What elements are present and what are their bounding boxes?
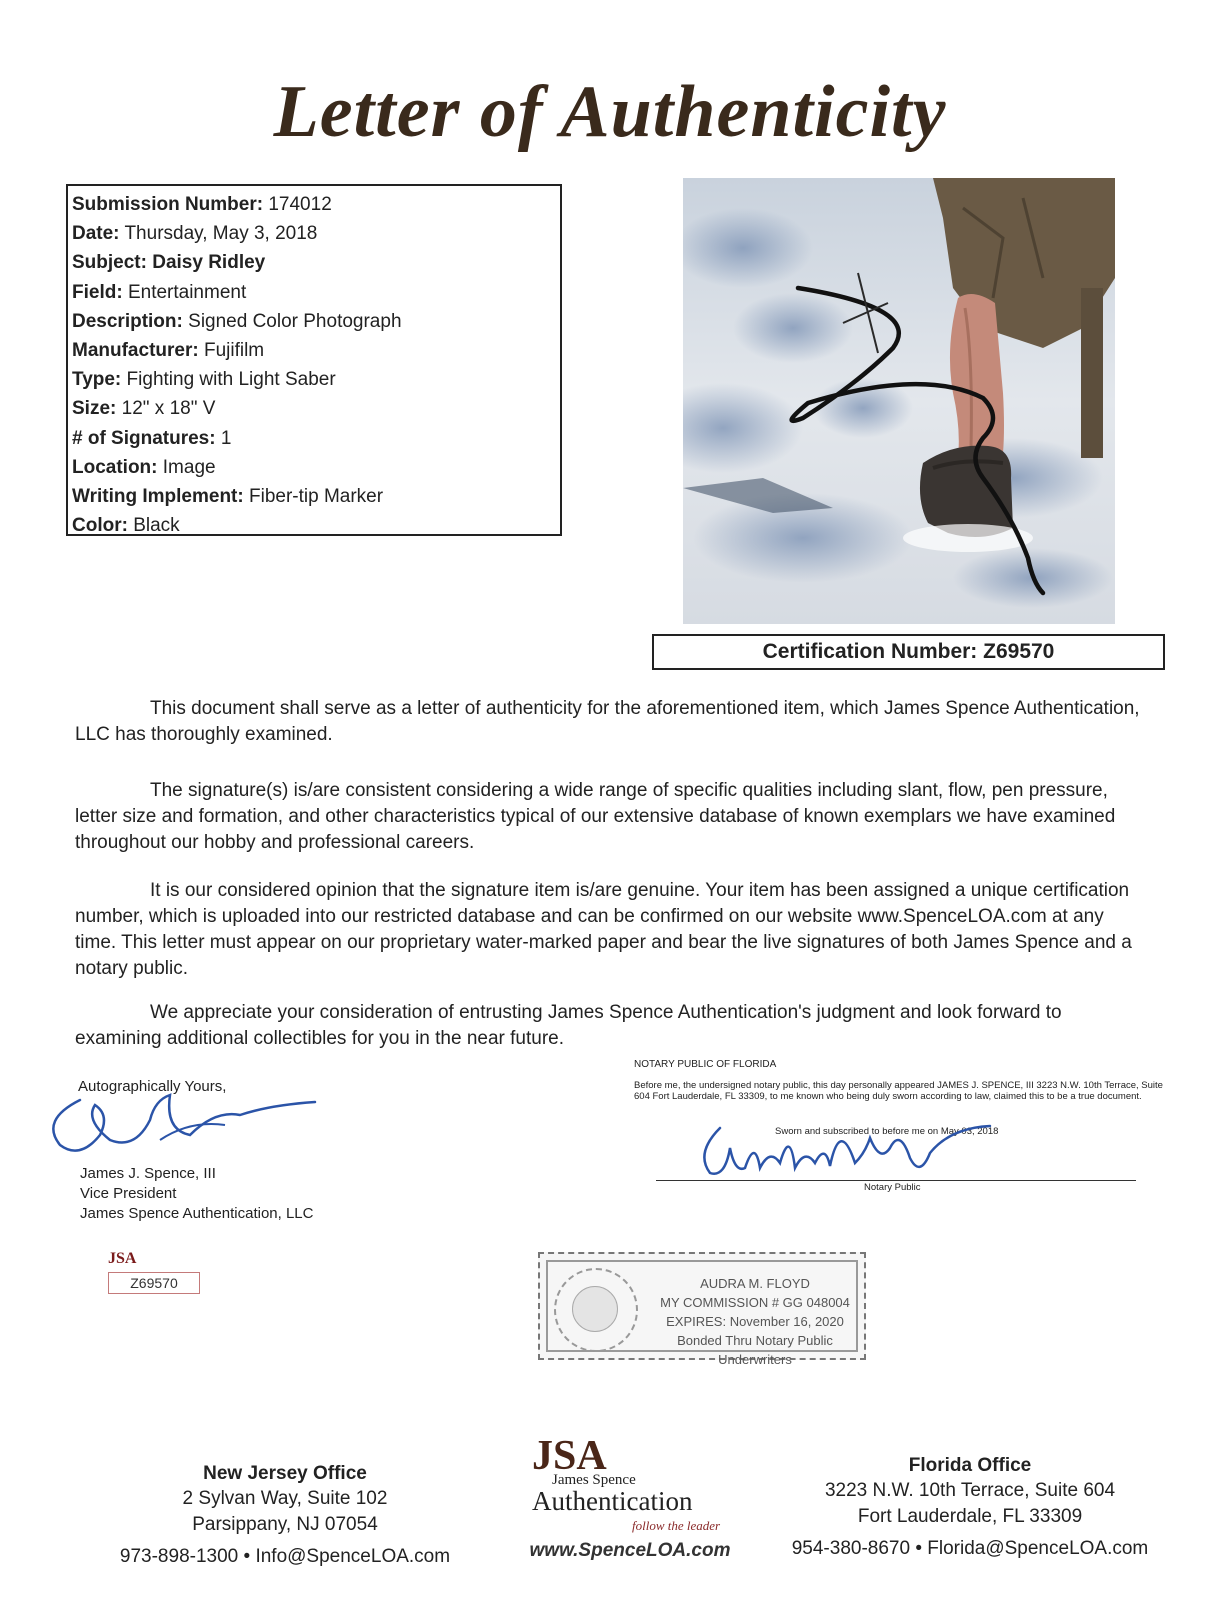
paragraph-text: The signature(s) is/are consistent considering a wide range of specific qualities including slant, flow, pen pressure, letter size and formation, and other characteristics typical of our extensive database of known exemplars we have examined throughout our hobby and professional careers.: [75, 780, 1116, 853]
detail-value: Fiber-tip Marker: [249, 486, 384, 508]
detail-value: Fujifilm: [203, 340, 265, 362]
office-contact: [100, 1544, 470, 1570]
detail-value: Fighting with Light Saber: [126, 369, 336, 391]
spence-signature: [40, 1080, 340, 1170]
stamp-text: [650, 1274, 860, 1369]
logo-james-spence: James Spence: [552, 1472, 636, 1488]
detail-color: [72, 511, 560, 540]
detail-value: 174012: [268, 194, 332, 215]
office-contact: [760, 1536, 1180, 1562]
stamp-line: EXPIRES: November 16, 2020: [666, 1314, 844, 1329]
detail-type: [72, 365, 560, 394]
detail-writing-implement: [72, 482, 560, 511]
seal-center-icon: [572, 1286, 618, 1332]
stamp-line: AUDRA M. FLOYD: [700, 1276, 810, 1291]
detail-value: Daisy Ridley: [152, 252, 266, 274]
office-email[interactable]: Info@SpenceLOA.com: [255, 1546, 451, 1567]
detail-subject: [72, 248, 560, 277]
notary-signature-line: [656, 1180, 1136, 1181]
detail-date: [72, 219, 560, 248]
website-link[interactable]: www.SpenceLOA.com: [529, 1540, 731, 1561]
office-address-1: 2 Sylvan Way, Suite 102: [182, 1488, 388, 1509]
detail-label: Submission Number:: [72, 194, 264, 215]
detail-label: Location:: [72, 456, 158, 478]
certification-box: [652, 634, 1165, 670]
logo-tagline: follow the leader: [632, 1518, 721, 1533]
notary-statement: Before me, the undersigned notary public, this day personally appeared JAMES J. SPENCE, III 3223 N.W. 10th Terrace, Suite 604 Fort Lauderdale, FL 33309, to me known who being duly sworn according to law, claimed this to be a true document.: [634, 1080, 1163, 1102]
signer-title: Vice President: [80, 1185, 177, 1202]
detail-value: Signed Color Photograph: [188, 310, 402, 332]
detail-signatures: [72, 424, 560, 453]
detail-value: Black: [133, 515, 180, 537]
detail-value: 12" x 18" V: [121, 398, 216, 420]
detail-value: Thursday, May 3, 2018: [124, 223, 318, 245]
paragraph-2: [75, 778, 1145, 856]
detail-field: [72, 278, 560, 307]
paragraph-3: [75, 878, 1145, 982]
signer-company: James Spence Authentication, LLC: [80, 1205, 314, 1222]
certification-number: Z69570: [983, 640, 1055, 663]
notary-sworn-line: Sworn and subscribed to before me on May 03, 2018: [775, 1126, 999, 1137]
detail-label: Color:: [72, 515, 128, 537]
detail-label: Field:: [72, 281, 123, 303]
detail-description: [72, 307, 560, 336]
notary-header: NOTARY PUBLIC OF FLORIDA: [634, 1059, 777, 1070]
detail-submission-number: [72, 190, 560, 219]
stamp-line: Bonded Thru Notary Public Underwriters: [677, 1333, 833, 1367]
separator-dot: •: [915, 1538, 922, 1559]
jsa-mini-number: Z69570: [108, 1272, 200, 1294]
paragraph-text: It is our considered opinion that the signature item is/are genuine. Your item has been assigned a unique certification number, which is uploaded into our restricted database and can be confirmed on our website www.SpenceLOA.com at any time. This letter must appear on our proprietary water-marked paper and bear the live signatures of both James Spence and a notary public.: [75, 880, 1132, 979]
details-box: [66, 184, 562, 536]
detail-label: Type:: [72, 369, 122, 391]
office-name: New Jersey Office: [203, 1463, 367, 1484]
document-title: Letter of Authenticity: [273, 71, 947, 153]
nj-office: [100, 1462, 470, 1570]
stamp-line: MY COMMISSION # GG 048004: [660, 1295, 850, 1310]
photo-image: [683, 178, 1115, 624]
jsa-logo: JSA: [532, 1433, 607, 1479]
detail-label: Date:: [72, 223, 120, 245]
office-address-2: Fort Lauderdale, FL 33309: [857, 1506, 1083, 1527]
detail-label: Writing Implement:: [72, 486, 244, 508]
logo-authentication: Authentication: [532, 1486, 693, 1516]
notary-stamp: [538, 1252, 866, 1367]
jsa-mini-logo: JSA: [108, 1250, 137, 1267]
detail-label: # of Signatures:: [72, 427, 216, 449]
signer-name: James J. Spence, III: [80, 1165, 216, 1182]
signer-block: [80, 1164, 313, 1224]
detail-manufacturer: [72, 336, 560, 365]
separator-dot: •: [243, 1546, 251, 1567]
detail-label: Manufacturer:: [72, 340, 199, 362]
detail-location: [72, 453, 560, 482]
office-email[interactable]: Florida@SpenceLOA.com: [927, 1538, 1149, 1559]
closing-line: Autographically Yours,: [78, 1078, 227, 1095]
item-photo: [683, 178, 1115, 624]
detail-value: Entertainment: [127, 281, 247, 303]
detail-value: 1: [220, 427, 232, 449]
notary-caption: Notary Public: [864, 1182, 921, 1193]
detail-label: Subject:: [72, 252, 147, 274]
detail-value: Image: [162, 456, 216, 478]
office-address-2: Parsippany, NJ 07054: [192, 1514, 378, 1535]
notary-signature: [690, 1108, 1020, 1188]
detail-label: Description:: [72, 310, 183, 332]
certification-label: Certification Number:: [762, 640, 978, 663]
office-phone: 973-898-1300: [119, 1546, 239, 1567]
paragraph-text: This document shall serve as a letter of authenticity for the aforementioned item, which James Spence Authentication, LLC has thoroughly examined.: [75, 698, 1140, 745]
fl-office: [760, 1454, 1180, 1562]
paragraph-4: [75, 1000, 1145, 1052]
office-address-1: 3223 N.W. 10th Terrace, Suite 604: [824, 1480, 1116, 1501]
paragraph-text: We appreciate your consideration of entrusting James Spence Authentication's judgment and look forward to examining additional collectibles for you in the near future.: [75, 1002, 1062, 1049]
detail-size: [72, 394, 560, 423]
office-phone: 954-380-8670: [791, 1538, 911, 1559]
detail-label: Size:: [72, 398, 117, 420]
paragraph-1: [75, 696, 1145, 748]
office-name: Florida Office: [908, 1455, 1032, 1476]
